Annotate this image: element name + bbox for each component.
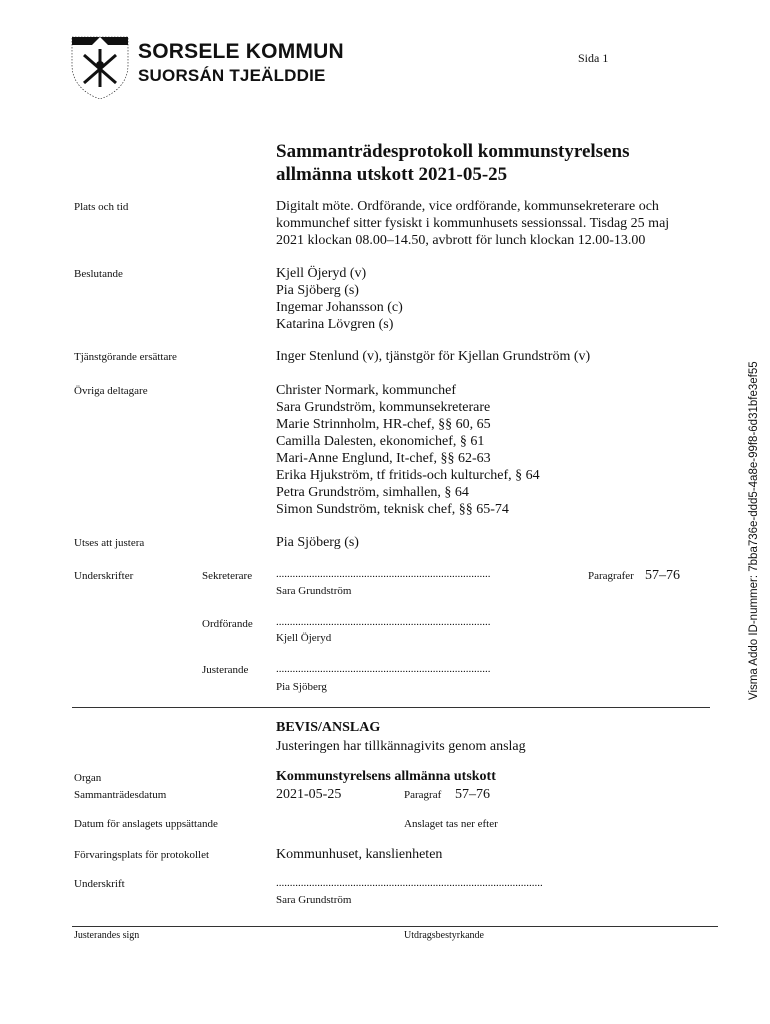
list-item: Christer Normark, kommunchef	[276, 383, 457, 398]
plats-value	[276, 198, 669, 249]
sekreterare-signature-line: ..............................................................................	[276, 568, 491, 580]
municipality-logo	[70, 35, 130, 106]
justera-value: Pia Sjöberg (s)	[276, 535, 359, 550]
bevis-subtitle: Justeringen har tillkännagivits genom anslag	[276, 739, 526, 754]
forvaring-value: Kommunhuset, kanslienheten	[276, 847, 443, 862]
nedtas-label: Anslaget tas ner efter	[404, 818, 498, 830]
underskrift-name: Sara Grundström	[276, 894, 352, 906]
ovriga-list	[276, 382, 540, 518]
underskrift-label: Underskrift	[74, 878, 125, 890]
list-item: Katarina Lövgren (s)	[276, 317, 394, 332]
list-item: Erika Hjukström, tf fritids-och kulturchef, § 64	[276, 468, 540, 483]
list-item: Ingemar Johansson (c)	[276, 300, 403, 315]
footer-utdragsbestyrkande: Utdragsbestyrkande	[404, 930, 484, 941]
logo-line-1: SORSELE KOMMUN	[138, 40, 344, 63]
footer-justerandes-sign: Justerandes sign	[74, 930, 140, 941]
plats-line: Digitalt möte. Ordförande, vice ordförande, kommunsekreterare och	[276, 199, 659, 214]
paragraf-label: Paragraf	[404, 789, 442, 801]
ersattare-value: Inger Stenlund (v), tjänstgör för Kjellan Grundström (v)	[276, 349, 591, 364]
organ-label: Organ	[74, 772, 102, 784]
justerande-signature-line: ..............................................................................	[276, 663, 491, 675]
justerande-name: Pia Sjöberg	[276, 681, 327, 693]
list-item: Simon Sundström, teknisk chef, §§ 65-74	[276, 502, 509, 517]
ersattare-label: Tjänstgörande ersättare	[74, 351, 177, 363]
paragrafer-label: Paragrafer	[588, 570, 634, 582]
ordforande-signature-line: ..............................................................................	[276, 616, 491, 628]
justerande-role: Justerande	[202, 664, 249, 676]
justera-label: Utses att justera	[74, 537, 145, 549]
list-item: Sara Grundström, kommunsekreterare	[276, 400, 491, 415]
datum-label: Sammanträdesdatum	[74, 789, 167, 801]
list-item: Kjell Öjeryd (v)	[276, 266, 367, 281]
paragraf-value: 57–76	[455, 787, 490, 802]
ovriga-label: Övriga deltagare	[74, 385, 148, 397]
plats-line: kommunchef sitter fysiskt i kommunhusets sessionssal. Tisdag 25 maj	[276, 216, 670, 231]
list-item: Camilla Dalesten, ekonomichef, § 61	[276, 434, 485, 449]
title-line: Sammanträdesprotokoll kommunstyrelsens	[276, 141, 630, 162]
list-item: Pia Sjöberg (s)	[276, 283, 359, 298]
sekreterare-name: Sara Grundström	[276, 585, 352, 597]
forvaring-label: Förvaringsplats för protokollet	[74, 849, 210, 861]
organ-value: Kommunstyrelsens allmänna utskott	[276, 769, 496, 784]
sekreterare-role: Sekreterare	[202, 570, 253, 582]
list-item: Marie Strinnholm, HR-chef, §§ 60, 65	[276, 417, 491, 432]
ordforande-name: Kjell Öjeryd	[276, 632, 332, 644]
uppsattande-label: Datum för anslagets uppsättande	[74, 818, 218, 830]
visma-addo-id: Visma Addo ID-nummer: 7bba736e-ddd5-4a8e-99f8-6d31bfe3ef55	[748, 361, 760, 700]
footer-divider	[72, 926, 718, 927]
plats-line: 2021 klockan 08.00–14.50, avbrott för lunch klockan 12.00-13.00	[276, 233, 646, 248]
datum-value: 2021-05-25	[276, 787, 342, 802]
list-item: Mari-Anne Englund, It-chef, §§ 62-63	[276, 451, 491, 466]
document-title	[276, 140, 629, 186]
underskrifter-label: Underskrifter	[74, 570, 134, 582]
bevis-heading: BEVIS/ANSLAG	[276, 720, 381, 735]
page-number: Sida 1	[578, 51, 609, 65]
divider	[72, 707, 710, 708]
list-item: Petra Grundström, simhallen, § 64	[276, 485, 469, 500]
beslutande-list	[276, 265, 403, 333]
beslutande-label: Beslutande	[74, 268, 123, 280]
paragrafer-value: 57–76	[645, 568, 680, 583]
coat-of-arms-icon	[70, 35, 130, 101]
title-line: allmänna utskott 2021-05-25	[276, 164, 508, 185]
logo-line-2: SUORSÁN TJEÄLDDIE	[138, 66, 326, 85]
ordforande-role: Ordförande	[202, 618, 253, 630]
plats-label: Plats och tid	[74, 201, 129, 213]
underskrift-signature-line: .................................................................................................	[276, 877, 543, 889]
